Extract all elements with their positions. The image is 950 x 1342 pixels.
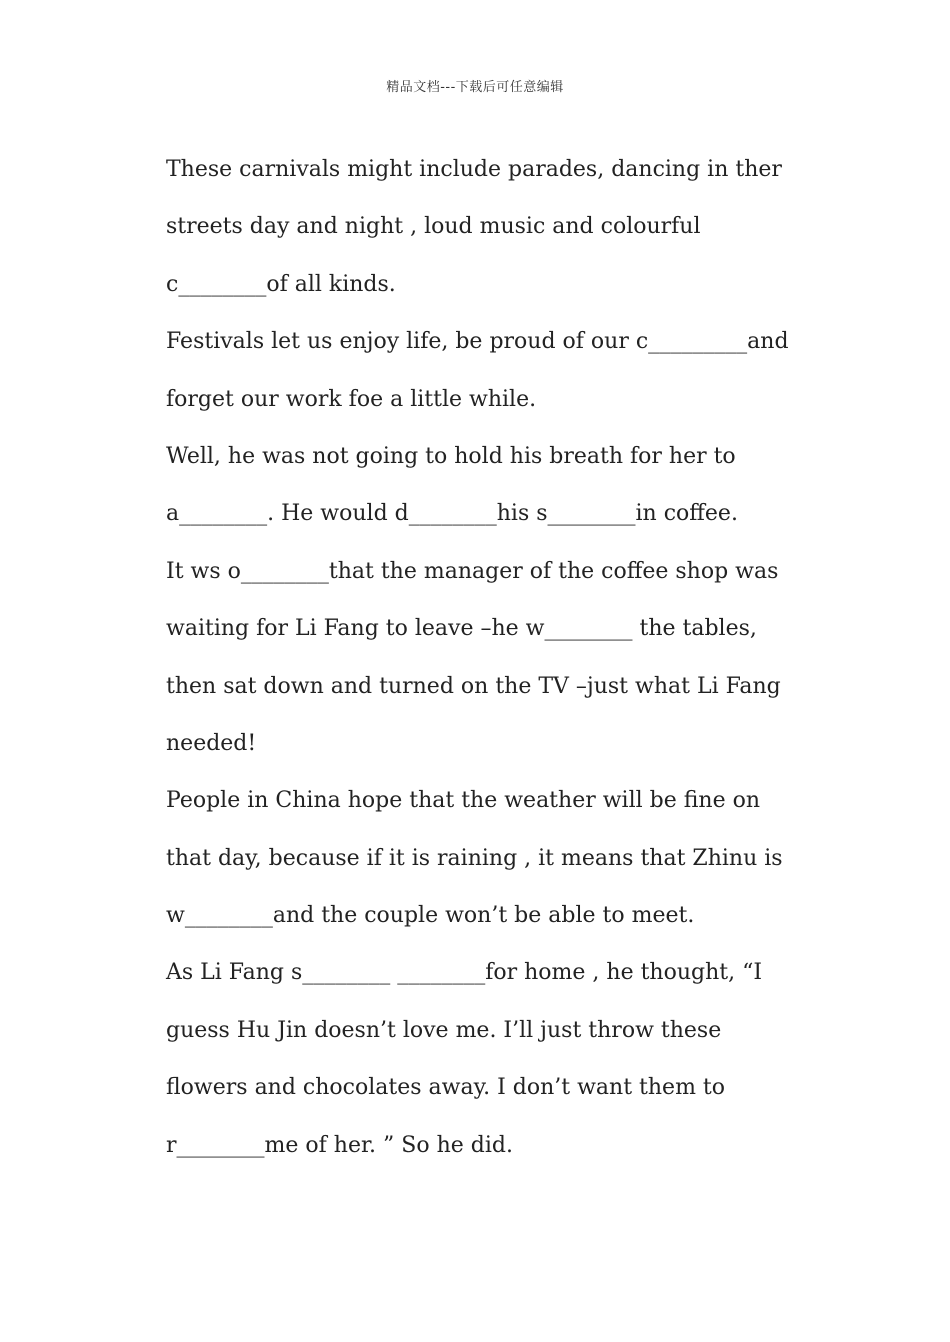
text-line: streets day and night , loud music and colourful: [166, 214, 701, 240]
text-line: Well, he was not going to hold his breath for her to: [166, 443, 736, 469]
text-line: needed!: [166, 730, 257, 756]
text-line: These carnivals might include parades, dancing in ther: [166, 157, 782, 182]
text-line: As Li Fang s________ ________for home , he thought, “I: [166, 960, 763, 986]
text-line: forget our work foe a little while.: [166, 386, 537, 412]
document-body: [166, 141, 806, 1174]
text-line: w________and the couple won’t be able to meet.: [166, 903, 695, 929]
text-line: It ws o________that the manager of the coffee shop was: [166, 558, 779, 584]
text-line: flowers and chocolates away. I don’t want them to: [166, 1075, 726, 1101]
page-header: 精品文档---下载后可任意编辑: [386, 80, 564, 95]
text-line: r________me of her. ” So he did.: [166, 1132, 513, 1158]
text-line: then sat down and turned on the TV –just what Li Fang: [166, 673, 781, 699]
text-line: People in China hope that the weather will be fine on: [166, 788, 761, 814]
text-line: Festivals let us enjoy life, be proud of our c_________and: [166, 329, 789, 355]
text-line: a________. He would d________his s________in coffee.: [166, 501, 738, 527]
text-line: guess Hu Jin doesn’t love me. I’ll just throw these: [166, 1017, 722, 1043]
text-line: waiting for Li Fang to leave –he w________ the tables,: [166, 616, 757, 642]
text-line: c________of all kinds.: [166, 271, 396, 297]
text-line: that day, because if it is raining , it means that Zhinu is: [166, 845, 783, 871]
